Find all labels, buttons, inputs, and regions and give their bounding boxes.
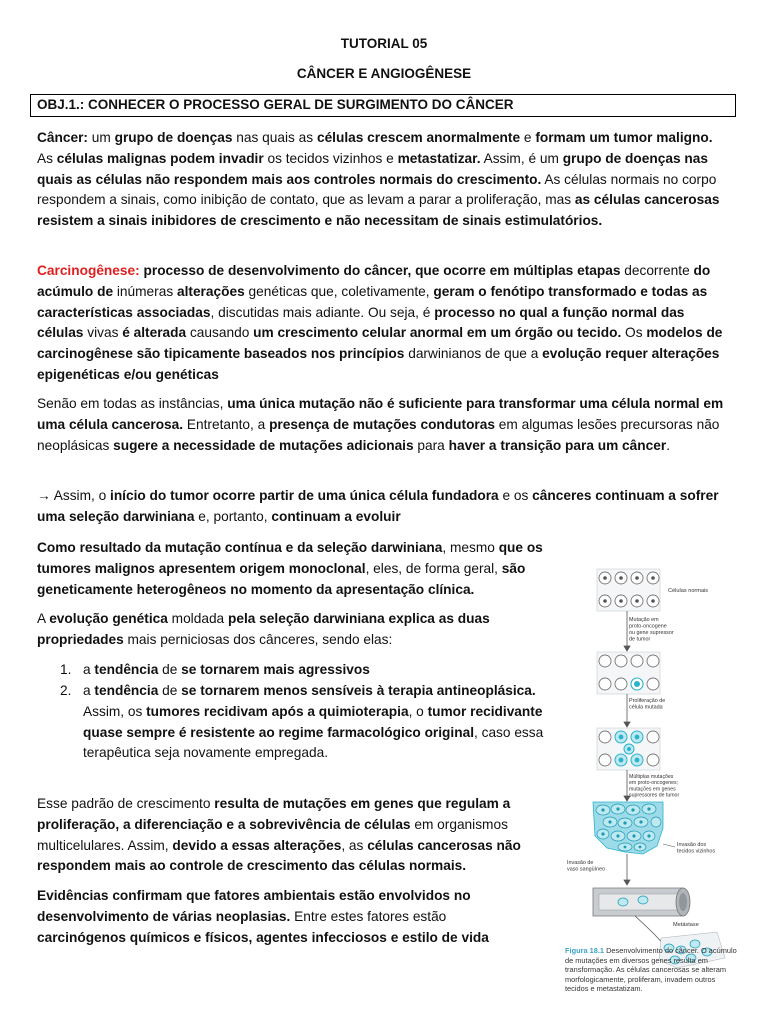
blood-vessel [593, 888, 690, 916]
text-segment: , o [408, 703, 428, 719]
tumor-mass [593, 802, 663, 854]
text-segment: para [413, 437, 449, 453]
text-segment: processo de desenvolvimento do câncer, que ocorre em múltiplas etapas [139, 263, 621, 278]
text-segment: , eles, de forma geral, [365, 560, 502, 576]
text-segment: genéticas que, coletivamente, [244, 283, 434, 299]
list-number: 1. [60, 662, 72, 677]
text-segment: uma única mutação não é suficiente para transformar uma célula normal em uma célula cancerosa. [37, 396, 724, 432]
text-segment: pela seleção darwiniana explica as duas propriedades [37, 611, 490, 647]
text-segment: formam um tumor maligno. [535, 130, 713, 145]
text-segment: cânceres continuam a sofrer uma seleção darwiniana [37, 488, 719, 524]
text-segment: A [37, 611, 50, 626]
text-segment: As células normais no corpo respondem a sinais, como inibição de contato, que as levam a parar a proliferação, mas [37, 171, 717, 208]
text-segment: modelos de carcinogênese são tipicamente baseados nos princípios [37, 325, 723, 362]
text-segment: células crescem anormalmente [316, 130, 521, 145]
mutated-cell-panel [597, 652, 660, 694]
text-segment: Senão em todas as instâncias, [37, 396, 228, 411]
figure-caption [565, 946, 737, 994]
label-proliferation: Proliferação de célula mutada [629, 698, 666, 711]
text-segment: grupo de doenças nas quais as células não respondem mais aos controles normais do crescimento. [37, 150, 708, 187]
text-segment: , as [341, 837, 368, 853]
text-segment: . [666, 437, 671, 453]
text-segment: tumores recidivam após a quimioterapia [146, 703, 409, 719]
text-segment: continuam a evoluir [271, 508, 401, 524]
list-item [83, 681, 558, 764]
text-segment: nas quais as [232, 130, 317, 145]
text-segment: e, portanto, [194, 508, 272, 524]
label-invasion: Invasão dos tecidos vizinhos [677, 842, 716, 855]
paragraph-environment [37, 886, 537, 948]
text-segment: , discutidas mais adiante. Ou seja, é [210, 304, 435, 320]
text-segment: alterações [176, 283, 245, 299]
text-segment: grupo de doenças [114, 130, 233, 145]
paragraph-genetic-evolution [37, 609, 547, 651]
properties-list [60, 660, 570, 785]
text-segment: Esse padrão de crescimento [37, 796, 215, 811]
text-segment: em organismos multicelulares. Assim, [37, 816, 508, 853]
paragraph-carcinogenesis [37, 261, 733, 386]
text-segment: de [158, 662, 182, 677]
text-segment: início do tumor ocorre partir de uma única célula fundadora [110, 488, 499, 503]
text-segment: presença de mutações condutoras [269, 416, 495, 432]
tutorial-title: TUTORIAL 05 [340, 36, 428, 51]
text-segment: Assim, os [83, 703, 147, 719]
text-segment: moldada [167, 611, 228, 626]
text-segment: células cancerosas não respondem mais ao controle de crescimento das células normais. [37, 837, 521, 874]
text-segment: tendência [94, 683, 159, 698]
text-segment: , mesmo [442, 540, 499, 555]
label-vessel-invasion: Invasão de vaso sangüíneo [567, 860, 606, 873]
text-segment: darwinianos de que a [404, 346, 543, 362]
text-segment: inúmeras [113, 283, 177, 299]
objective-box: OBJ.1.: CONHECER O PROCESSO GERAL DE SURGIMENTO DO CÂNCER [30, 94, 736, 117]
subject-title: CÂNCER E ANGIOGÊNESE [296, 66, 472, 81]
text-segment: mais perniciosas dos cânceres, sendo elas: [123, 631, 393, 647]
text-segment: Assim, é um [480, 150, 563, 166]
text-segment: geram o fenótipo transformado e todas as características associadas [37, 283, 708, 320]
text-segment: são geneticamente heterogêneos no momento da apresentação clínica. [37, 560, 526, 597]
text-segment: a [83, 683, 95, 698]
text-segment: Entretanto, a [183, 416, 270, 432]
text-segment: um crescimento celular anormal em um órgão ou tecido. [253, 325, 622, 341]
text-segment: de [158, 683, 182, 698]
text-segment: vivas [83, 325, 123, 341]
text-segment: se tornarem mais agressivos [181, 662, 370, 677]
text-segment: Os [621, 325, 647, 341]
text-segment: devido a essas alterações [172, 837, 342, 853]
normal-cells-panel [597, 569, 708, 611]
text-segment: células malignas podem invadir [56, 150, 264, 166]
text-segment: evolução genética [49, 611, 168, 626]
figure-caption-title: Figura 18.1 [565, 946, 605, 955]
text-segment: decorrente [620, 263, 694, 278]
cancer-development-figure [565, 566, 735, 996]
paragraph-cancer [37, 128, 731, 232]
paragraph-heterogeneous [37, 538, 557, 600]
text-segment: Como resultado da mutação contínua e da seleção darwiniana [37, 540, 443, 555]
text-segment: As [37, 150, 57, 166]
text-segment: processo no qual a função normal das células [37, 304, 685, 341]
proliferation-panel [597, 728, 660, 770]
text-segment: carcinógenos químicos e físicos, agentes infecciosos e estilo de vida [37, 929, 489, 945]
text-segment: do acúmulo de [37, 263, 711, 299]
text-segment: Entre estes fatores estão [290, 908, 447, 924]
label-multiple-mutations: Múltiplas mutações em proto-oncogenes; mutações em genes supressores de tumor [629, 774, 680, 799]
text-segment: a [83, 662, 95, 677]
paragraph-founder-cell [37, 486, 727, 528]
text-segment: as células cancerosas resistem a sinais inibidores de crescimento e não necessitam de sinais estimulatórios. [37, 192, 720, 229]
text-segment: Câncer: [37, 130, 88, 145]
text-segment: causando [186, 325, 254, 341]
text-segment: que os tumores malignos apresentem origem monoclonal [37, 540, 543, 576]
text-segment: resulta de mutações em genes que regulam a proliferação, a diferenciação e a sobrevivência de células [37, 796, 511, 832]
list-number: 2. [60, 683, 72, 698]
text-segment: metastatizar. [397, 150, 481, 166]
text-segment: tumor recidivante quase sempre é resistente ao regime farmacológico original [83, 703, 543, 740]
paragraph-single-mutation [37, 394, 727, 456]
text-segment: sugere a necessidade de mutações adicionais [113, 437, 414, 453]
label-mutation: Mutação em proto-oncogene ou gene supressor de tumor [629, 617, 674, 643]
text-segment: os tecidos vizinhos e [263, 150, 398, 166]
text-segment: tendência [94, 662, 159, 677]
label-normal-cells: Células normais [668, 588, 709, 594]
label-metastasis: Metástase [673, 922, 699, 928]
text-segment: e [520, 130, 536, 145]
text-segment: haver a transição para um câncer [448, 437, 667, 453]
text-segment: em algumas lesões precursoras não neoplásicas [37, 416, 720, 453]
list-item [83, 660, 563, 681]
text-segment: , caso essa terapêutica seja novamente empregada. [83, 724, 544, 761]
text-segment: Carcinogênese: [37, 263, 140, 278]
text-segment: Evidências confirmam que fatores ambientais estão envolvidos no desenvolvimento de várias neoplasias. [37, 888, 471, 924]
text-segment: é alterada [122, 325, 187, 341]
text-segment: se tornarem menos sensíveis à terapia antineoplásica. [181, 683, 536, 698]
text-segment: evolução requer alterações epigenéticas e/ou genéticas [37, 346, 720, 382]
text-segment: um [87, 130, 115, 145]
paragraph-growth-pattern [37, 794, 565, 877]
text-segment: e os [498, 488, 533, 503]
text-segment: → Assim, o [37, 488, 111, 503]
figure-caption-text: Desenvolvimento do câncer. O acúmulo de mutações em diversos genes resulta em transformação. As células cancerosas se alteram morfologicamente, proliferam, invadem outros tecidos e metastatizam. [565, 946, 737, 994]
